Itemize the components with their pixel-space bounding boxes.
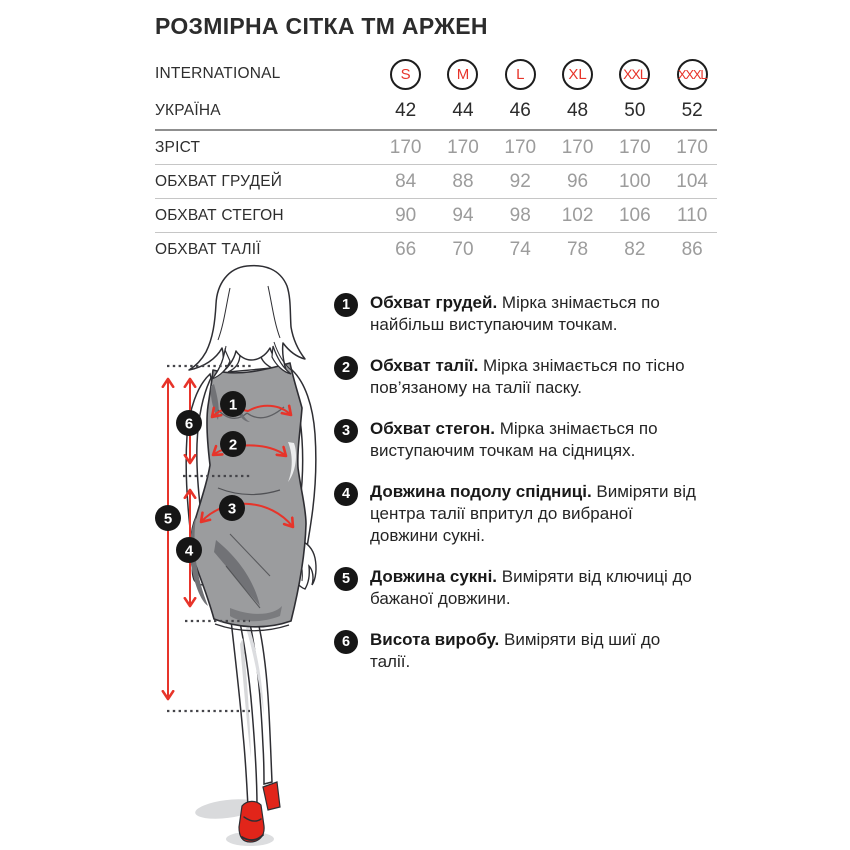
table-cell: 48 bbox=[566, 100, 589, 121]
legend-item-2 bbox=[334, 355, 714, 399]
page-title: РОЗМІРНА СІТКА ТМ АРЖЕН bbox=[155, 13, 488, 39]
legend-desc: Мірка знімається по найбільш виступаючим точкам. bbox=[370, 293, 660, 334]
legend-item-5 bbox=[334, 566, 714, 610]
legend-item-1 bbox=[334, 292, 714, 336]
legend-badge: 6 bbox=[334, 630, 358, 654]
size-circle-label: S bbox=[400, 65, 411, 83]
legend-text bbox=[370, 629, 702, 673]
marker-badge-3 bbox=[219, 495, 245, 521]
marker-badge-4 bbox=[176, 537, 202, 563]
size-circle bbox=[390, 59, 421, 90]
figure-illustration bbox=[130, 258, 345, 850]
legend-badge: 4 bbox=[334, 482, 358, 506]
table-cell: 96 bbox=[566, 170, 589, 192]
table-cell: 82 bbox=[624, 238, 646, 260]
size-circle-label: M bbox=[456, 65, 470, 83]
size-circle bbox=[447, 59, 478, 90]
size-circle-label: XXL bbox=[623, 66, 647, 82]
table-cell: 44 bbox=[452, 100, 474, 121]
marker-badge-6 bbox=[176, 410, 202, 436]
table-cell: 100 bbox=[618, 170, 651, 192]
table-cell: 94 bbox=[452, 204, 474, 226]
legend-text bbox=[370, 566, 702, 610]
gray-dress bbox=[190, 363, 306, 631]
table-cell: 66 bbox=[395, 238, 417, 260]
svg-text:3: 3 bbox=[227, 500, 237, 518]
legend-text bbox=[370, 292, 702, 336]
table-row-height bbox=[155, 131, 717, 165]
table-cell: 46 bbox=[509, 100, 531, 121]
legend-text bbox=[370, 418, 702, 462]
legend-desc: Виміряти від шиї до талії. bbox=[370, 630, 661, 671]
measurement-legend bbox=[334, 292, 714, 673]
table-row-hips bbox=[155, 199, 717, 233]
legend-desc: Виміряти від центра талії впритул до вибраної довжини сукні. bbox=[370, 482, 696, 545]
legend-item-6 bbox=[334, 629, 714, 673]
legend-term: Довжина подолу спідниці. bbox=[370, 482, 592, 501]
table-cell: 70 bbox=[452, 238, 474, 260]
size-circle-label: XXXL bbox=[677, 66, 707, 82]
row-label: ЗРІСТ bbox=[155, 138, 201, 156]
svg-text:1: 1 bbox=[228, 396, 238, 414]
table-cell: 102 bbox=[561, 204, 594, 226]
row-label: INTERNATIONAL bbox=[155, 65, 281, 82]
table-cell: 92 bbox=[509, 170, 531, 192]
size-table bbox=[155, 55, 717, 266]
table-cell: 170 bbox=[504, 136, 537, 158]
legend-badge: 3 bbox=[334, 419, 358, 443]
table-row-chest bbox=[155, 165, 717, 199]
red-heels bbox=[239, 782, 280, 842]
table-row-international bbox=[155, 55, 717, 93]
marker-badge-5 bbox=[155, 505, 181, 531]
row-label: ОБХВАТ ТАЛІЇ bbox=[155, 240, 261, 258]
svg-text:6: 6 bbox=[184, 415, 194, 433]
figure-legs bbox=[231, 618, 272, 807]
table-cell: 74 bbox=[509, 238, 531, 260]
legend-text bbox=[370, 355, 702, 399]
table-cell: 170 bbox=[676, 136, 708, 158]
table-cell: 170 bbox=[561, 136, 594, 158]
table-cell: 88 bbox=[452, 170, 474, 192]
table-cell: 170 bbox=[618, 136, 651, 158]
marker-badge-1 bbox=[220, 391, 246, 417]
svg-text:2: 2 bbox=[228, 436, 238, 454]
legend-desc: Мірка знімається по тісно пов’язаному на талії паску. bbox=[370, 356, 685, 397]
legend-item-3 bbox=[334, 418, 714, 462]
legend-text bbox=[370, 481, 702, 547]
table-cell: 86 bbox=[681, 238, 703, 260]
table-cell: 90 bbox=[395, 204, 417, 226]
legend-term: Довжина сукні. bbox=[370, 567, 498, 586]
table-cell: 98 bbox=[509, 204, 531, 226]
size-circle bbox=[562, 59, 593, 90]
row-label: УКРАЇНА bbox=[155, 102, 221, 119]
table-cell: 110 bbox=[676, 204, 708, 226]
row-label: ОБХВАТ ГРУДЕЙ bbox=[155, 172, 283, 190]
legend-badge: 2 bbox=[334, 356, 358, 380]
size-circle-label: XL bbox=[568, 65, 587, 83]
dress-figure-drawing bbox=[130, 258, 345, 850]
table-cell: 84 bbox=[395, 170, 417, 192]
row-label: ОБХВАТ СТЕГОН bbox=[155, 206, 284, 224]
table-cell: 104 bbox=[676, 170, 708, 192]
table-cell: 42 bbox=[395, 100, 417, 121]
table-row-ukraine bbox=[155, 93, 717, 131]
table-cell: 50 bbox=[624, 100, 646, 121]
table-cell: 78 bbox=[566, 238, 589, 260]
legend-item-4 bbox=[334, 481, 714, 547]
svg-text:4: 4 bbox=[184, 542, 194, 560]
legend-badge: 5 bbox=[334, 567, 358, 591]
legend-term: Обхват грудей. bbox=[370, 293, 498, 312]
marker-badge-2 bbox=[220, 431, 246, 457]
size-circle bbox=[505, 59, 536, 90]
legend-term: Обхват стегон. bbox=[370, 419, 495, 438]
legend-desc: Мірка знімається по виступаючим точкам на сідницях. bbox=[370, 419, 658, 460]
legend-badge: 1 bbox=[334, 293, 358, 317]
legend-term: Обхват талії. bbox=[370, 356, 479, 375]
size-circle bbox=[619, 59, 650, 90]
table-cell: 170 bbox=[389, 136, 422, 158]
legend-desc: Виміряти від ключиці до бажаної довжини. bbox=[370, 567, 692, 608]
size-circle bbox=[677, 59, 708, 90]
svg-text:5: 5 bbox=[163, 510, 173, 528]
legend-term: Висота виробу. bbox=[370, 630, 500, 649]
table-cell: 170 bbox=[447, 136, 479, 158]
table-cell: 106 bbox=[618, 204, 651, 226]
size-circle-label: L bbox=[516, 65, 525, 83]
table-cell: 52 bbox=[681, 100, 703, 121]
